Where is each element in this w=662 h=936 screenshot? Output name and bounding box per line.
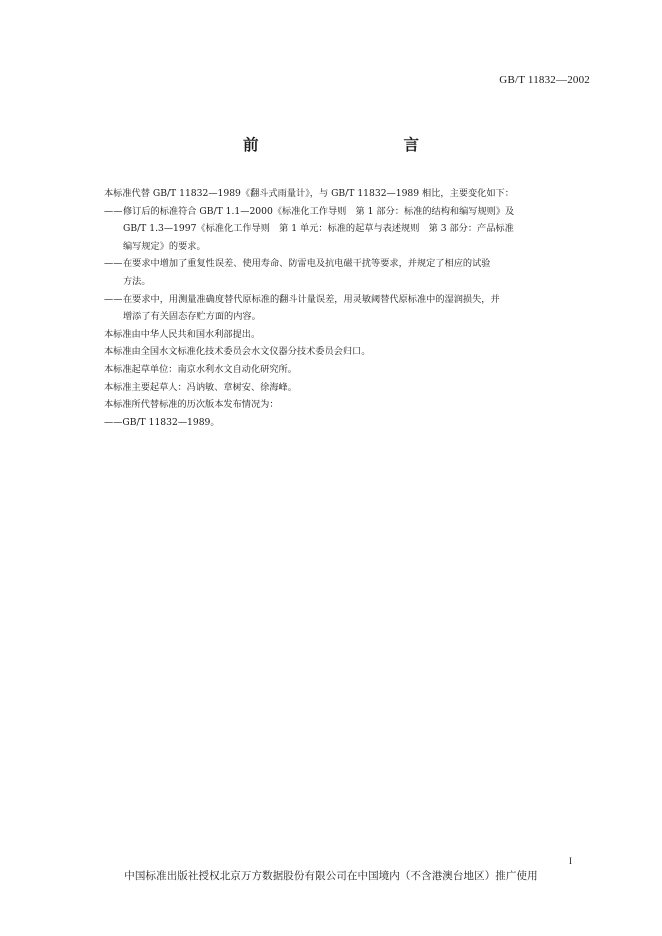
list-item [104, 255, 592, 290]
list-dash: —— [104, 205, 123, 217]
paragraph-proposer: 本标准由中华人民共和国水利部提出。 [104, 328, 261, 340]
list-item-line: 编写规定》的要求。 [123, 240, 206, 252]
list-dash: —— [104, 293, 123, 305]
list-item-line: 方法。 [123, 275, 151, 287]
page-number: I [569, 856, 572, 866]
paragraph-history: 本标准所代替标准的历次版本发布情况为： [104, 399, 279, 411]
standard-code: GB/T 11832—2002 [499, 74, 590, 86]
paragraph-intro: 本标准代替 GB/T 11832—1989《翻斗式雨量计》，与 GB/T 11832—1989 相比，主要变化如下： [104, 188, 514, 199]
list-item-line: 修订后的标准符合 GB/T 1.1—2000《标准化工作导则 第 1 部分：标准的结构和编写规则》及 [123, 205, 515, 217]
paragraph-history-item: ——GB/T 11832—1989。 [104, 416, 220, 428]
paragraph-drafters: 本标准主要起草人：冯讷敏、章树安、徐海峰。 [104, 381, 297, 393]
list-item [104, 203, 592, 256]
document-body [104, 185, 592, 431]
list-item [104, 291, 592, 326]
list-item-line: 增添了有关固态存贮方面的内容。 [123, 311, 261, 323]
paragraph-committee: 本标准由全国水文标准化技术委员会水文仪器分技术委员会归口。 [104, 346, 371, 358]
paragraph-drafting-unit: 本标准起草单位：南京水利水文自动化研究所。 [104, 363, 297, 375]
list-dash: —— [104, 258, 123, 270]
footer-notice: 中国标准出版社授权北京万方数据股份有限公司在中国境内（不含港澳台地区）推广使用 [124, 870, 538, 882]
list-item-line: GB/T 1.3—1997《标准化工作导则 第 1 单元：标准的起草与表述规则 第 3 部分：产品标准 [123, 223, 514, 235]
list-item-line: 在要求中增加了重复性误差、使用寿命、防雷电及抗电磁干扰等要求，并规定了相应的试验 [123, 258, 491, 270]
list-item-line: 在要求中，用测量准确度替代原标准的翻斗计量误差，用灵敏阈替代原标准中的湿润损失，并 [123, 293, 500, 305]
page-title: 前 言 [242, 136, 457, 154]
